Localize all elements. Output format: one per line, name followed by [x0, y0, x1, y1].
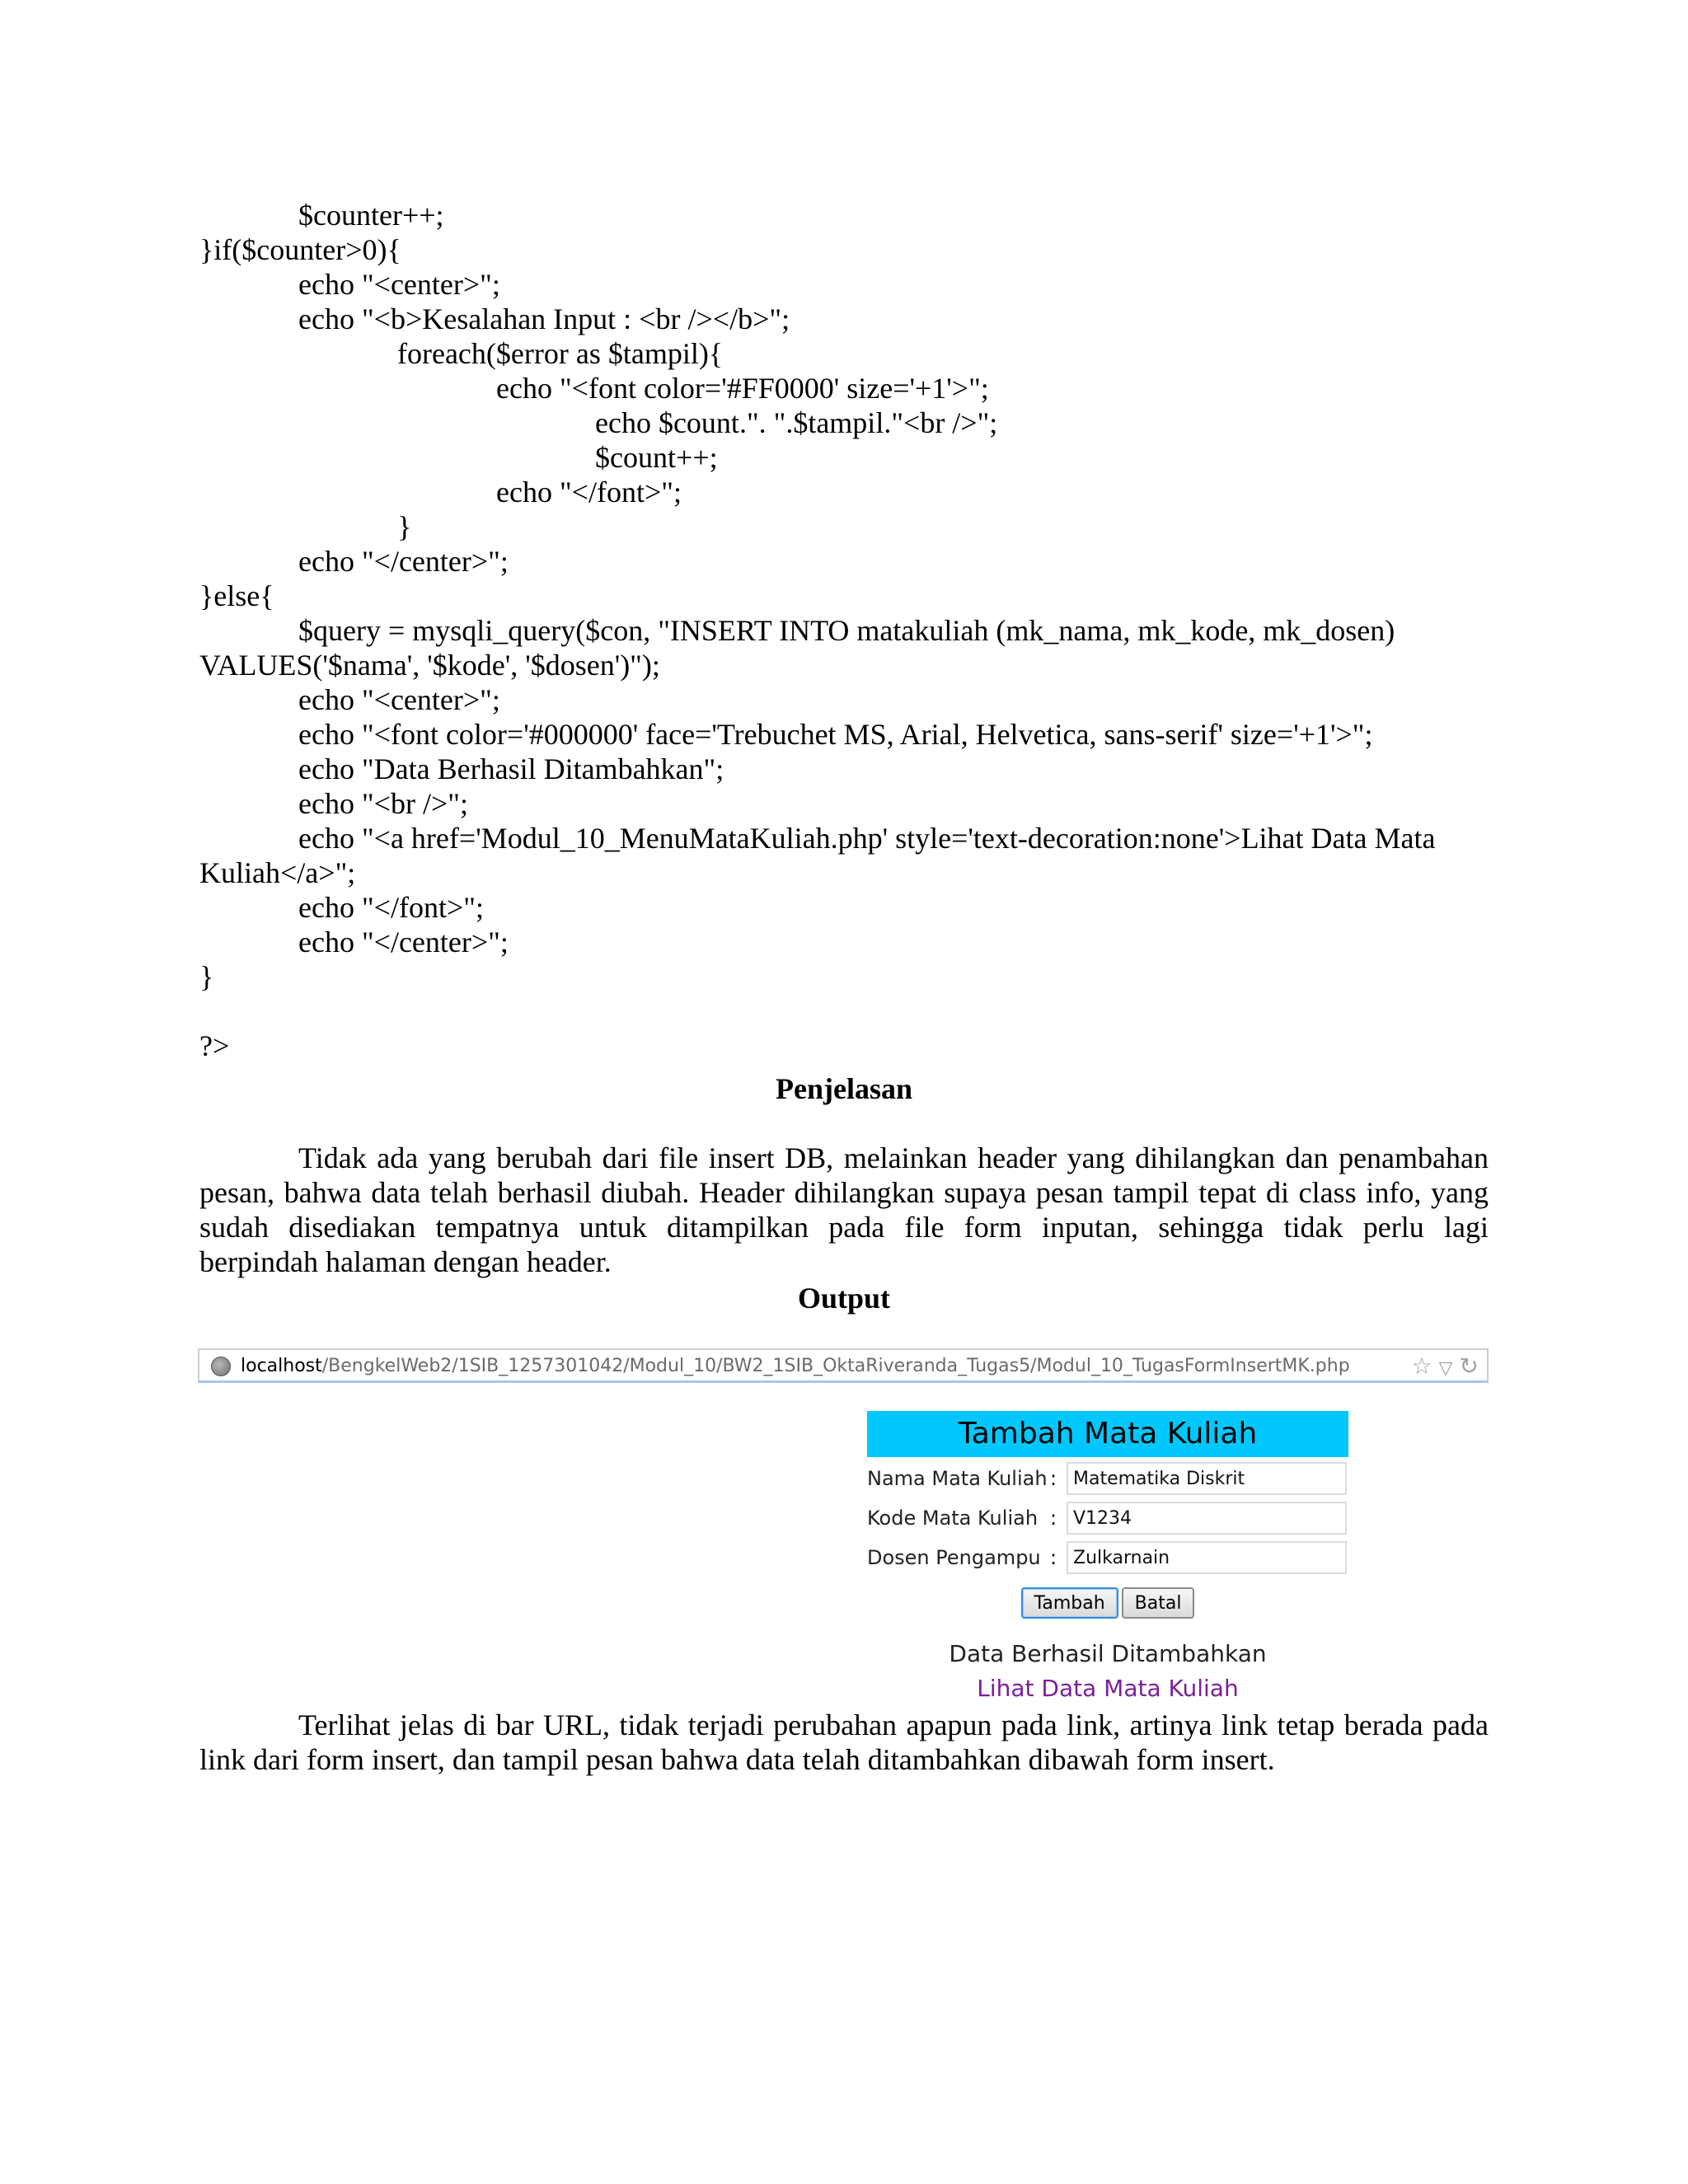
- reload-icon[interactable]: ↻: [1459, 1352, 1479, 1380]
- lihat-data-link[interactable]: Lihat Data Mata Kuliah: [977, 1675, 1239, 1702]
- code-line: echo "</center>";: [298, 545, 509, 578]
- url-text[interactable]: [241, 1354, 1350, 1379]
- address-bar-icons: [1405, 1352, 1479, 1380]
- success-message: Data Berhasil Ditambahkan: [949, 1640, 1267, 1667]
- field-colon: :: [1050, 1507, 1057, 1530]
- field-label: Nama Mata Kuliah: [867, 1467, 1048, 1490]
- form-title: Tambah Mata Kuliah: [867, 1411, 1348, 1457]
- url-path: /BengkelWeb2/1SIB_1257301042/Modul_10/BW2_1SIB_OktaRiveranda_Tugas5/Modul_10_TugasFormInsertMK.php: [321, 1356, 1350, 1376]
- globe-icon: [211, 1357, 231, 1376]
- code-line: echo "</font>";: [496, 476, 682, 509]
- code-line: Kuliah</a>";: [199, 856, 356, 889]
- field-colon: :: [1050, 1467, 1057, 1490]
- code-line: $count++;: [595, 441, 718, 474]
- output-screenshot: [198, 1343, 1490, 1702]
- code-line: echo "<br />";: [298, 787, 468, 820]
- code-line: foreach($error as $tampil){: [397, 337, 724, 370]
- explanation-paragraph: [199, 1141, 1489, 1279]
- code-line: echo "</font>";: [298, 891, 484, 924]
- code-line: echo "<center>";: [298, 683, 500, 716]
- paragraph-line: berpindah halaman dengan header.: [199, 1245, 612, 1278]
- code-line: }else{: [199, 579, 274, 612]
- paragraph-line: pesan, bahwa data telah berhasil diubah. Header dihilangkan supaya pesan tampil tepat di class info, yang: [199, 1176, 1489, 1209]
- nama-mata-kuliah-input[interactable]: Matematika Diskrit: [1067, 1462, 1347, 1495]
- code-line: echo "<center>";: [298, 268, 500, 301]
- paragraph-line: Tidak ada yang berubah dari file insert DB, melainkan header yang dihilangkan dan penambahan: [298, 1141, 1489, 1174]
- code-line: VALUES('$nama', '$kode', '$dosen')");: [199, 649, 660, 682]
- code-line: $counter++;: [298, 199, 444, 232]
- code-line: }: [199, 960, 214, 993]
- code-line: echo "<b>Kesalahan Input : <br /></b>";: [298, 302, 790, 335]
- batal-button[interactable]: Batal: [1122, 1587, 1195, 1619]
- paragraph-line: sudah disediakan tempatnya untuk ditampilkan pada file form inputan, sehingga tidak perlu lagi: [199, 1211, 1489, 1244]
- field-label: Kode Mata Kuliah: [867, 1507, 1039, 1530]
- code-line: $query = mysqli_query($con, "INSERT INTO matakuliah (mk_nama, mk_kode, mk_dosen): [298, 614, 1395, 647]
- code-line: echo "<a href='Modul_10_MenuMataKuliah.php' style='text-decoration:none'>Lihat Data Mata: [298, 822, 1436, 855]
- form-row-nama: [867, 1462, 1348, 1498]
- code-line: echo "<font color='#FF0000' size='+1'>";: [496, 372, 989, 405]
- section-heading-penjelasan: Penjelasan: [776, 1072, 912, 1105]
- dropdown-icon[interactable]: ▽: [1438, 1358, 1453, 1379]
- code-line: echo "Data Berhasil Ditambahkan";: [298, 752, 724, 785]
- star-icon[interactable]: ☆: [1411, 1352, 1432, 1380]
- form-row-kode: [867, 1502, 1348, 1538]
- dosen-pengampu-input[interactable]: Zulkarnain: [1067, 1541, 1347, 1574]
- code-line: echo "<font color='#000000' face='Trebuchet MS, Arial, Helvetica, sans-serif' size='+1'>";: [298, 718, 1373, 751]
- form-row-dosen: [867, 1541, 1348, 1577]
- code-line: echo "</center>";: [298, 926, 509, 958]
- code-line: ?>: [199, 1029, 230, 1062]
- code-line: }: [397, 510, 412, 543]
- conclusion-paragraph: [199, 1708, 1489, 1777]
- url-host: localhost: [241, 1356, 322, 1376]
- tambah-button[interactable]: Tambah: [1021, 1587, 1118, 1619]
- address-bar[interactable]: [198, 1348, 1489, 1383]
- paragraph-line: link dari form insert, dan tampil pesan bahwa data telah ditambahkan dibawah form insert.: [199, 1743, 1275, 1776]
- field-label: Dosen Pengampu: [867, 1546, 1041, 1569]
- section-heading-output: Output: [797, 1282, 891, 1315]
- code-line: echo $count.". ".$tampil."<br />";: [595, 406, 998, 439]
- form-buttons: [867, 1587, 1348, 1619]
- kode-mata-kuliah-input[interactable]: V1234: [1067, 1502, 1347, 1535]
- code-line: }if($counter>0){: [199, 233, 401, 266]
- field-colon: :: [1050, 1546, 1057, 1569]
- paragraph-line: Terlihat jelas di bar URL, tidak terjadi perubahan apapun pada link, artinya link tetap berada pada: [298, 1708, 1489, 1741]
